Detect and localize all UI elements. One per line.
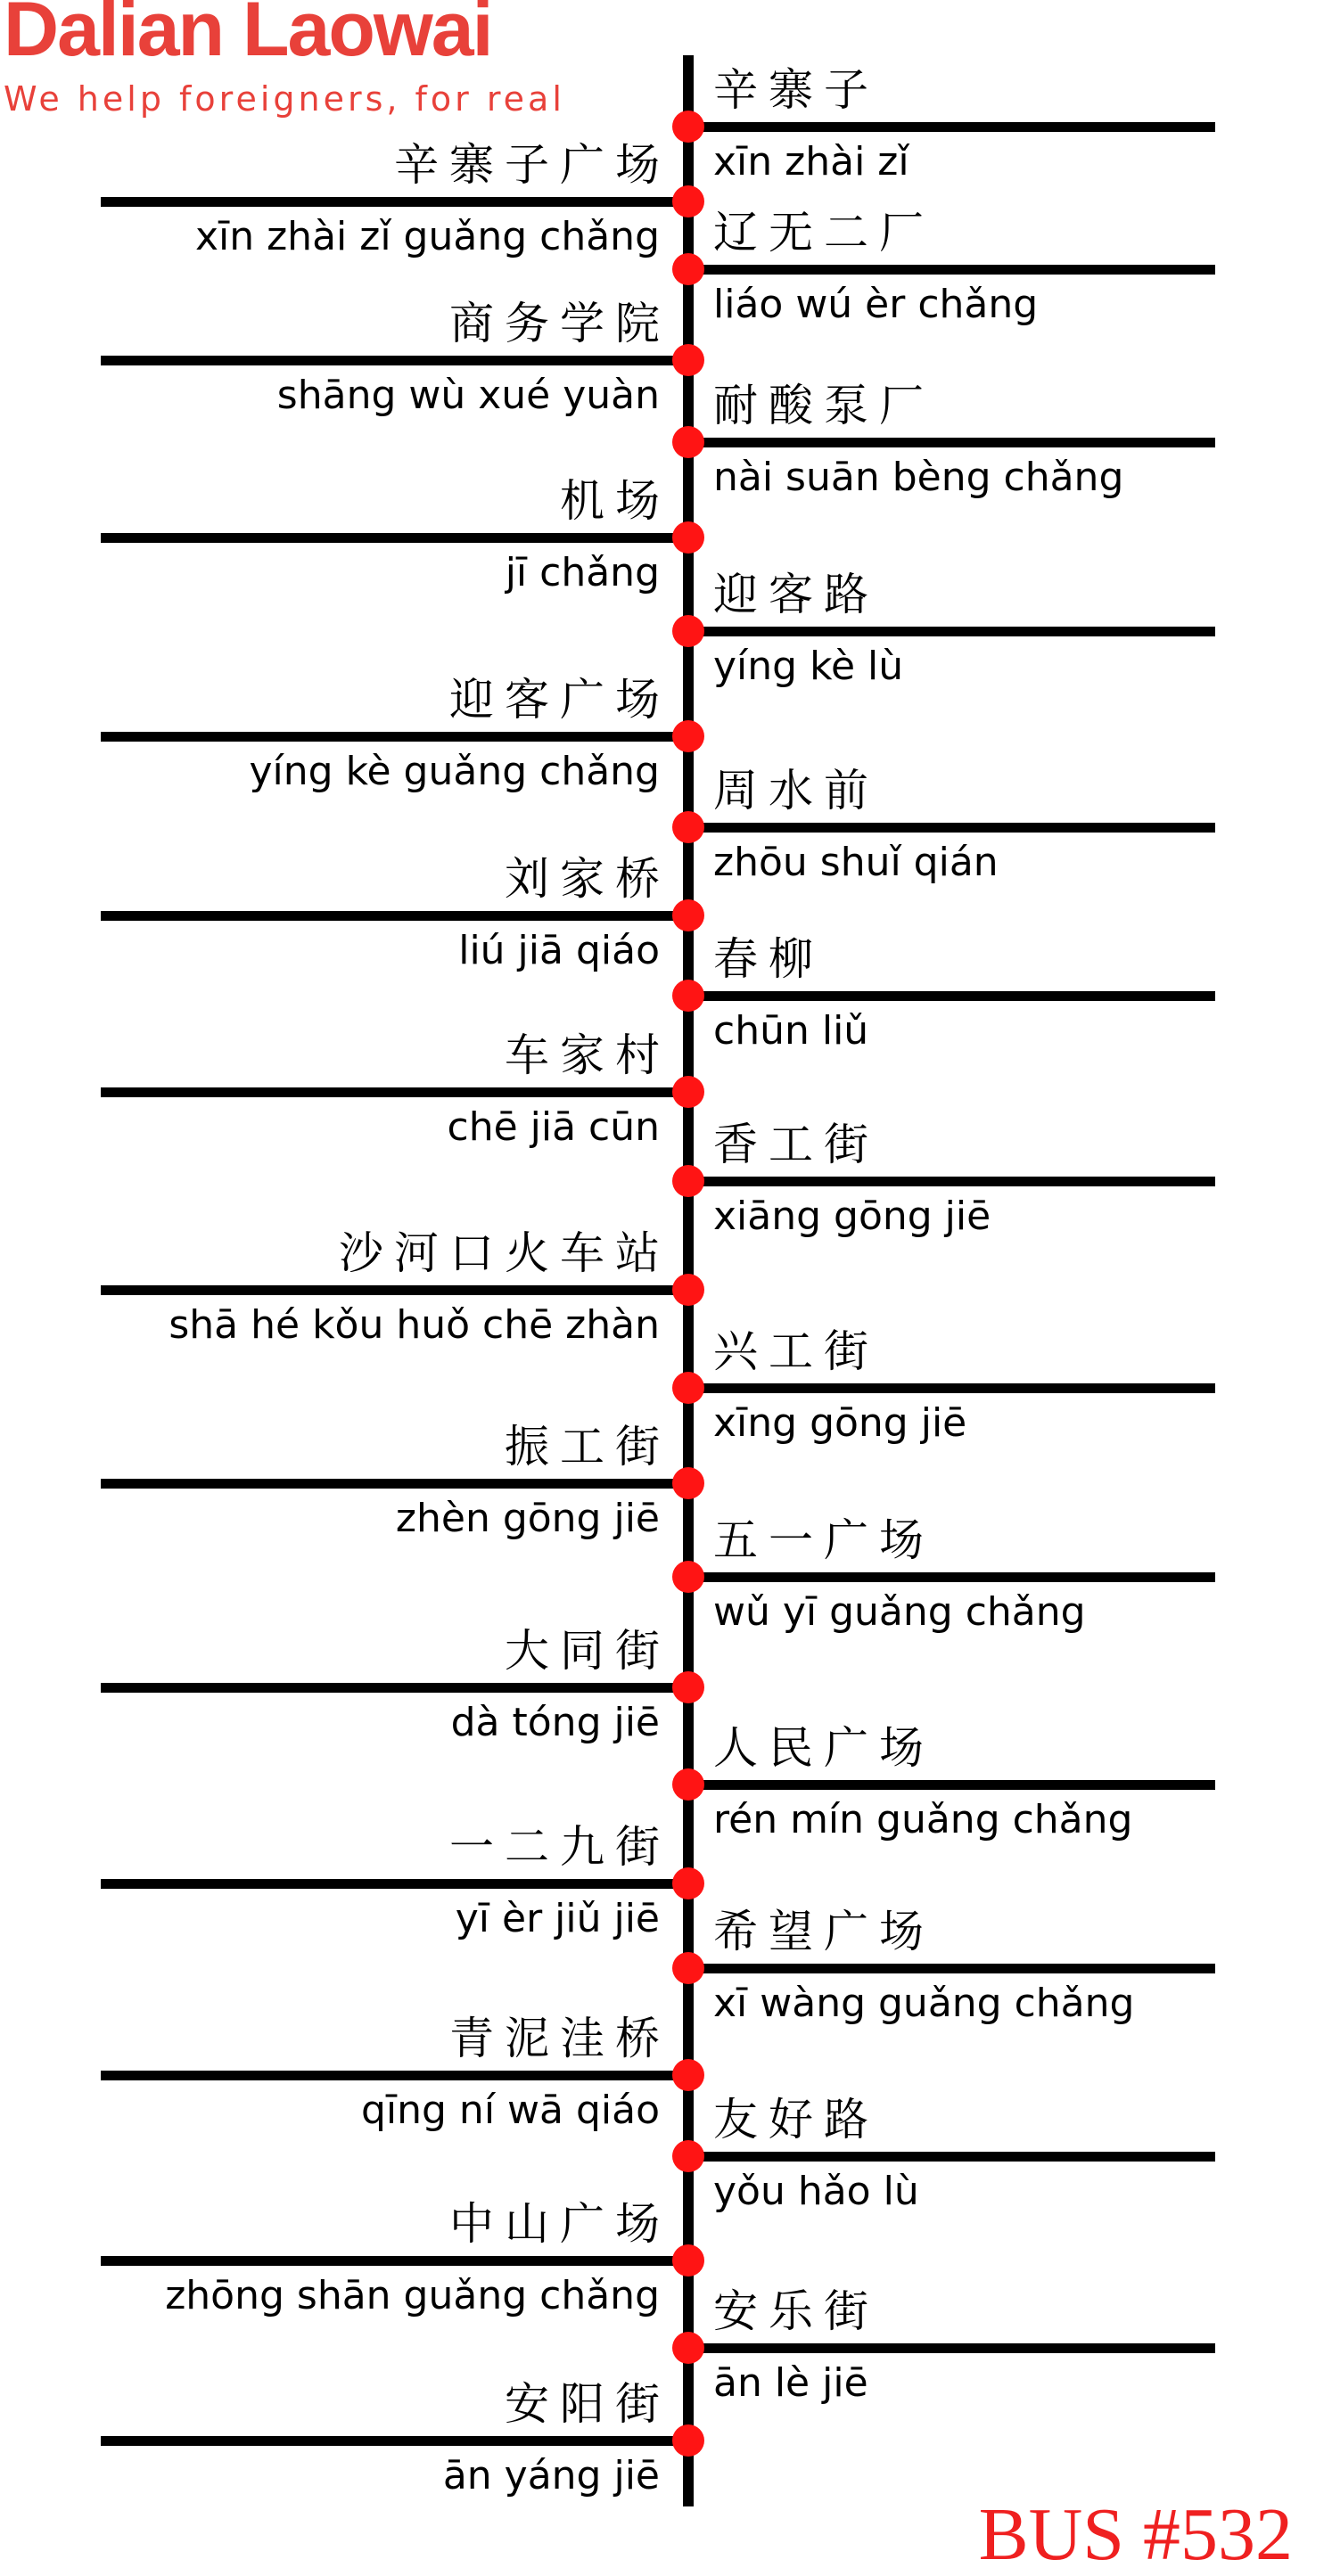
stop-name-pinyin: rén mín guǎng chǎng <box>713 1797 1133 1842</box>
stop-dot <box>672 1372 704 1404</box>
stop-branch <box>101 533 687 543</box>
stop-dot <box>672 1467 704 1499</box>
stop-name-pinyin: yǒu hǎo lù <box>713 2169 919 2214</box>
stop-dot <box>672 2332 704 2364</box>
stop-name-pinyin: yíng kè lù <box>713 644 904 689</box>
stop-dot <box>672 426 704 458</box>
stop-dot <box>672 521 704 554</box>
stop-branch <box>101 1683 687 1693</box>
stop-name-chinese: 迎客广场 <box>449 674 670 726</box>
stop-dot <box>672 253 704 285</box>
stop-dot <box>672 1671 704 1703</box>
stop-name-chinese: 车家村 <box>505 1030 670 1081</box>
stop-dot <box>672 720 704 752</box>
stop-branch <box>687 2343 1215 2353</box>
stop-branch <box>687 823 1215 833</box>
stop-branch <box>101 1479 687 1489</box>
stop-dot <box>672 1867 704 1899</box>
stop-branch <box>687 1572 1215 1582</box>
stop-name-chinese: 辽无二厂 <box>713 207 934 258</box>
stop-dot <box>672 899 704 931</box>
stop-dot <box>672 344 704 376</box>
stop-name-pinyin: yī èr jiǔ jiē <box>455 1896 660 1941</box>
stop-branch <box>101 356 687 365</box>
stop-dot <box>672 811 704 843</box>
stop-name-pinyin: zhōu shuǐ qián <box>713 840 999 885</box>
stop-name-chinese: 一二九街 <box>449 1821 670 1873</box>
stop-name-chinese: 中山广场 <box>449 2198 670 2250</box>
stop-name-pinyin: liú jiā qiáo <box>458 928 660 973</box>
stop-name-chinese: 耐酸泵厂 <box>713 380 934 431</box>
stop-branch <box>101 732 687 742</box>
stop-name-chinese: 沙河口火车站 <box>339 1227 670 1279</box>
stop-name-chinese: 辛寨子 <box>713 64 879 116</box>
stop-dot <box>672 1561 704 1593</box>
stop-branch <box>687 122 1215 132</box>
stop-dot <box>672 2424 704 2457</box>
stop-dot <box>672 1076 704 1108</box>
stop-name-chinese: 友好路 <box>713 2094 879 2145</box>
stop-name-pinyin: liáo wú èr chǎng <box>713 282 1039 327</box>
stop-name-pinyin: jī chǎng <box>505 550 660 595</box>
stop-name-pinyin: xīn zhài zǐ guǎng chǎng <box>194 214 660 259</box>
stop-name-pinyin: chē jiā cūn <box>447 1104 660 1150</box>
stop-name-chinese: 机场 <box>560 475 670 527</box>
stop-branch <box>101 1879 687 1889</box>
stop-branch <box>101 1285 687 1295</box>
stop-name-pinyin: zhèn gōng jiē <box>395 1496 660 1541</box>
brand-title: Dalian Laowai <box>4 0 492 72</box>
stop-branch <box>687 2152 1215 2162</box>
stop-name-chinese: 迎客路 <box>713 569 879 620</box>
stop-branch <box>101 2436 687 2446</box>
stop-dot <box>672 2140 704 2172</box>
stop-branch <box>101 911 687 921</box>
bus-number-label: BUS #532 <box>978 2493 1293 2576</box>
stop-branch <box>101 2256 687 2266</box>
stop-name-chinese: 香工街 <box>713 1119 879 1170</box>
stop-dot <box>672 980 704 1012</box>
stop-name-pinyin: shāng wù xué yuàn <box>276 373 660 418</box>
stop-name-pinyin: chūn liǔ <box>713 1008 869 1054</box>
stop-name-chinese: 振工街 <box>505 1421 670 1473</box>
stop-name-pinyin: ān yáng jiē <box>442 2453 660 2498</box>
stop-branch <box>687 991 1215 1001</box>
stop-branch <box>101 2071 687 2080</box>
stop-dot <box>672 2244 704 2277</box>
stop-name-chinese: 辛寨子广场 <box>394 139 670 191</box>
stop-name-chinese: 安阳街 <box>505 2378 670 2430</box>
stop-branch <box>687 1383 1215 1393</box>
stop-dot <box>672 1768 704 1801</box>
stop-dot <box>672 111 704 143</box>
stop-name-chinese: 周水前 <box>713 765 879 816</box>
stop-branch <box>101 197 687 207</box>
stop-branch <box>687 438 1215 447</box>
stop-branch <box>687 1780 1215 1790</box>
stop-name-chinese: 商务学院 <box>449 298 670 349</box>
stop-name-pinyin: dà tóng jiē <box>450 1700 660 1745</box>
stop-name-chinese: 刘家桥 <box>505 853 670 905</box>
stop-name-pinyin: shā hé kǒu huǒ chē zhàn <box>169 1302 660 1348</box>
stop-name-chinese: 五一广场 <box>713 1514 934 1566</box>
stop-name-pinyin: xīn zhài zǐ <box>713 139 909 185</box>
stop-name-chinese: 春柳 <box>713 933 824 985</box>
brand-tagline: We help foreigners, for real <box>4 79 565 119</box>
stop-name-chinese: 兴工街 <box>713 1325 879 1377</box>
stop-branch <box>687 265 1215 275</box>
stop-branch <box>101 1087 687 1097</box>
stop-dot <box>672 1165 704 1197</box>
stop-name-pinyin: ān lè jiē <box>713 2360 868 2406</box>
stop-name-chinese: 青泥洼桥 <box>449 2013 670 2064</box>
stop-name-chinese: 人民广场 <box>713 1722 934 1774</box>
stop-name-pinyin: xīng gōng jiē <box>713 1400 967 1446</box>
stop-dot <box>672 615 704 647</box>
stop-branch <box>687 1177 1215 1186</box>
stop-name-pinyin: wǔ yī guǎng chǎng <box>713 1589 1086 1635</box>
stop-branch <box>687 627 1215 636</box>
stop-name-chinese: 安乐街 <box>713 2285 879 2337</box>
stop-branch <box>687 1964 1215 1973</box>
stop-dot <box>672 1274 704 1306</box>
stop-name-pinyin: xī wàng guǎng chǎng <box>713 1981 1135 2026</box>
stop-name-chinese: 希望广场 <box>713 1906 934 1957</box>
stop-name-pinyin: xiāng gōng jiē <box>713 1194 991 1239</box>
stop-name-chinese: 大同街 <box>505 1625 670 1677</box>
stop-dot <box>672 1952 704 1984</box>
stop-dot <box>672 185 704 217</box>
stop-name-pinyin: qīng ní wā qiáo <box>360 2088 660 2133</box>
stop-name-pinyin: nài suān bèng chǎng <box>713 455 1124 500</box>
stop-name-pinyin: zhōng shān guǎng chǎng <box>165 2273 660 2318</box>
stop-name-pinyin: yíng kè guǎng chǎng <box>249 749 660 794</box>
stop-dot <box>672 2059 704 2091</box>
